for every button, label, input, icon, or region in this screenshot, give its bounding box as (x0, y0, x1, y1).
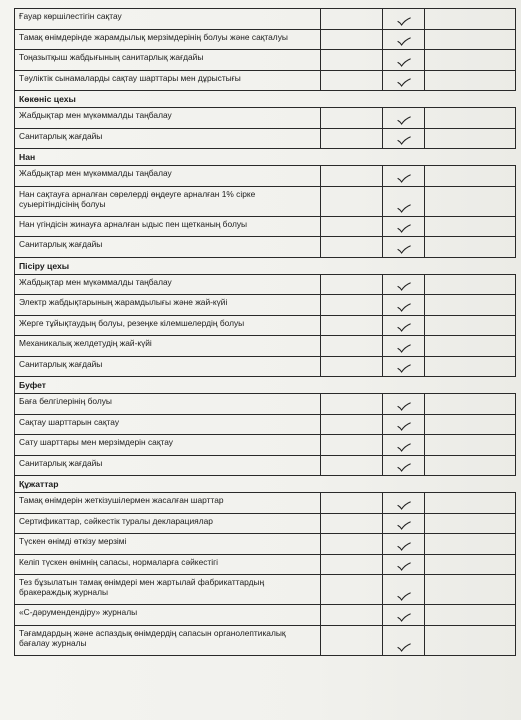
checklist-row (15, 414, 516, 435)
check-cell (383, 493, 425, 514)
checklist-row (15, 108, 516, 129)
checkmark-icon (397, 643, 411, 652)
checklist-row (15, 455, 516, 476)
empty-cell (321, 50, 383, 71)
checkmark-icon (397, 501, 411, 510)
section-title: Құжаттар (15, 476, 516, 493)
checklist-item-label: Тәуліктік сынамаларды сақтау шарттары мен дұрыстығы (15, 70, 321, 91)
section-title: Буфет (15, 377, 516, 394)
empty-cell (321, 128, 383, 149)
empty-cell (321, 336, 383, 357)
notes-cell (425, 356, 516, 377)
notes-cell (425, 534, 516, 555)
check-cell (383, 625, 425, 655)
check-cell (383, 356, 425, 377)
checkmark-icon (397, 174, 411, 183)
checkmark-icon (397, 204, 411, 213)
checkmark-icon (397, 282, 411, 291)
section-header-row (15, 257, 516, 274)
empty-cell (321, 394, 383, 415)
checklist-row (15, 295, 516, 316)
checkmark-icon (397, 224, 411, 233)
section-header-row (15, 149, 516, 166)
check-cell (383, 605, 425, 626)
notes-cell (425, 455, 516, 476)
checklist-item-label: Санитарлық жағдайы (15, 128, 321, 149)
check-cell (383, 394, 425, 415)
notes-cell (425, 108, 516, 129)
checklist-item-label: Механикалық желдетудің жай-күйі (15, 336, 321, 357)
check-cell (383, 435, 425, 456)
checklist-item-label: Тоңазытқыш жабдығының санитарлық жағдайы (15, 50, 321, 71)
notes-cell (425, 50, 516, 71)
section-header-row (15, 476, 516, 493)
checklist-item-label: Сертификаттар, сәйкестік туралы декларациялар (15, 513, 321, 534)
notes-cell (425, 166, 516, 187)
checkmark-icon (397, 542, 411, 551)
check-cell (383, 295, 425, 316)
checklist-row (15, 29, 516, 50)
notes-cell (425, 315, 516, 336)
check-cell (383, 108, 425, 129)
checklist-row (15, 554, 516, 575)
checkmark-icon (397, 303, 411, 312)
checklist-row (15, 625, 516, 655)
empty-cell (321, 356, 383, 377)
notes-cell (425, 414, 516, 435)
check-cell (383, 128, 425, 149)
empty-cell (321, 625, 383, 655)
check-cell (383, 50, 425, 71)
notes-cell (425, 295, 516, 316)
checkmark-icon (397, 344, 411, 353)
empty-cell (321, 237, 383, 258)
checklist-item-label: Санитарлық жағдайы (15, 455, 321, 476)
notes-cell (425, 70, 516, 91)
checklist-row (15, 274, 516, 295)
notes-cell (425, 605, 516, 626)
section-title: Пісіру цехы (15, 257, 516, 274)
notes-cell (425, 625, 516, 655)
checklist-table-wrapper (14, 8, 515, 656)
empty-cell (321, 9, 383, 30)
notes-cell (425, 9, 516, 30)
checkmark-icon (397, 136, 411, 145)
checklist-item-label: Ғауар көршілестігін сақтау (15, 9, 321, 30)
checklist-row (15, 394, 516, 415)
checklist-item-label: Санитарлық жағдайы (15, 356, 321, 377)
checklist-item-label: Электр жабдықтарының жарамдылығы және жай-күйі (15, 295, 321, 316)
checklist-row (15, 9, 516, 30)
checklist-item-label: Жабдықтар мен мүкәммалды таңбалау (15, 166, 321, 187)
notes-cell (425, 29, 516, 50)
checklist-row (15, 435, 516, 456)
checklist-row (15, 237, 516, 258)
checkmark-icon (397, 613, 411, 622)
inspection-checklist-table (14, 8, 516, 656)
checkmark-icon (397, 323, 411, 332)
notes-cell (425, 513, 516, 534)
checklist-item-label: Жабдықтар мен мүкәммалды таңбалау (15, 274, 321, 295)
checklist-item-label: Тез бұзылатын тамақ өнімдері мен жартылай фабрикаттардың бракераждық журналы (15, 575, 321, 605)
checklist-item-label: Сақтау шарттарын сақтау (15, 414, 321, 435)
notes-cell (425, 554, 516, 575)
checklist-row (15, 50, 516, 71)
checkmark-icon (397, 17, 411, 26)
checklist-item-label: Сату шарттары мен мерзімдерін сақтау (15, 435, 321, 456)
checklist-item-label: Келіп түскен өнімнің сапасы, нормаларға сәйкестігі (15, 554, 321, 575)
check-cell (383, 455, 425, 476)
checklist-item-label: Тағамдардың және аспаздық өнімдердің сапасын органолептикалық бағалау журналы (15, 625, 321, 655)
check-cell (383, 336, 425, 357)
check-cell (383, 70, 425, 91)
empty-cell (321, 414, 383, 435)
checkmark-icon (397, 562, 411, 571)
empty-cell (321, 513, 383, 534)
notes-cell (425, 237, 516, 258)
check-cell (383, 513, 425, 534)
check-cell (383, 29, 425, 50)
empty-cell (321, 554, 383, 575)
check-cell (383, 315, 425, 336)
checklist-row (15, 70, 516, 91)
empty-cell (321, 493, 383, 514)
checklist-item-label: Санитарлық жағдайы (15, 237, 321, 258)
check-cell (383, 575, 425, 605)
section-header-row (15, 91, 516, 108)
checkmark-icon (397, 422, 411, 431)
checkmark-icon (397, 592, 411, 601)
checkmark-icon (397, 402, 411, 411)
checkmark-icon (397, 58, 411, 67)
empty-cell (321, 575, 383, 605)
checklist-row (15, 356, 516, 377)
checkmark-icon (397, 443, 411, 452)
notes-cell (425, 394, 516, 415)
checklist-row (15, 128, 516, 149)
checklist-row (15, 534, 516, 555)
empty-cell (321, 29, 383, 50)
empty-cell (321, 70, 383, 91)
notes-cell (425, 336, 516, 357)
checklist-item-label: Жабдықтар мен мүкәммалды таңбалау (15, 108, 321, 129)
check-cell (383, 166, 425, 187)
empty-cell (321, 108, 383, 129)
checkmark-icon (397, 463, 411, 472)
checklist-item-label: Тамақ өнімдерін жеткізушілермен жасалған шарттар (15, 493, 321, 514)
checkmark-icon (397, 521, 411, 530)
checklist-row (15, 315, 516, 336)
check-cell (383, 216, 425, 237)
empty-cell (321, 534, 383, 555)
checklist-item-label: Түскен өнімді өткізу мерзімі (15, 534, 321, 555)
checklist-row (15, 186, 516, 216)
check-cell (383, 554, 425, 575)
checklist-item-label: Нан сақтауға арналған сөрелерді өңдеуге арналған 1% сірке суыерітіндісінің болуы (15, 186, 321, 216)
checkmark-icon (397, 116, 411, 125)
check-cell (383, 237, 425, 258)
checkmark-icon (397, 245, 411, 254)
checklist-item-label: Нан үгіндісін жинауға арналған ыдыс пен щетканың болуы (15, 216, 321, 237)
check-cell (383, 274, 425, 295)
notes-cell (425, 493, 516, 514)
empty-cell (321, 295, 383, 316)
check-cell (383, 414, 425, 435)
notes-cell (425, 216, 516, 237)
empty-cell (321, 186, 383, 216)
checklist-row (15, 605, 516, 626)
checklist-row (15, 575, 516, 605)
check-cell (383, 534, 425, 555)
notes-cell (425, 186, 516, 216)
checklist-row (15, 513, 516, 534)
empty-cell (321, 216, 383, 237)
checkmark-icon (397, 78, 411, 87)
checklist-row (15, 336, 516, 357)
check-cell (383, 9, 425, 30)
notes-cell (425, 274, 516, 295)
checklist-row (15, 493, 516, 514)
checkmark-icon (397, 364, 411, 373)
section-title: Нан (15, 149, 516, 166)
checklist-item-label: Тамақ өнімдерінде жарамдылық мерзімдерінің болуы және сақталуы (15, 29, 321, 50)
section-header-row (15, 377, 516, 394)
empty-cell (321, 605, 383, 626)
checklist-item-label: «С-дәрумендендіру» журналы (15, 605, 321, 626)
empty-cell (321, 455, 383, 476)
empty-cell (321, 274, 383, 295)
checkmark-icon (397, 37, 411, 46)
checklist-item-label: Жерге тұйықтаудың болуы, резеңке кілемшелердің болуы (15, 315, 321, 336)
empty-cell (321, 166, 383, 187)
checklist-row (15, 216, 516, 237)
checklist-row (15, 166, 516, 187)
check-cell (383, 186, 425, 216)
empty-cell (321, 315, 383, 336)
section-title: Көкөніс цехы (15, 91, 516, 108)
empty-cell (321, 435, 383, 456)
notes-cell (425, 575, 516, 605)
notes-cell (425, 128, 516, 149)
checklist-item-label: Баға белгілерінің болуы (15, 394, 321, 415)
notes-cell (425, 435, 516, 456)
